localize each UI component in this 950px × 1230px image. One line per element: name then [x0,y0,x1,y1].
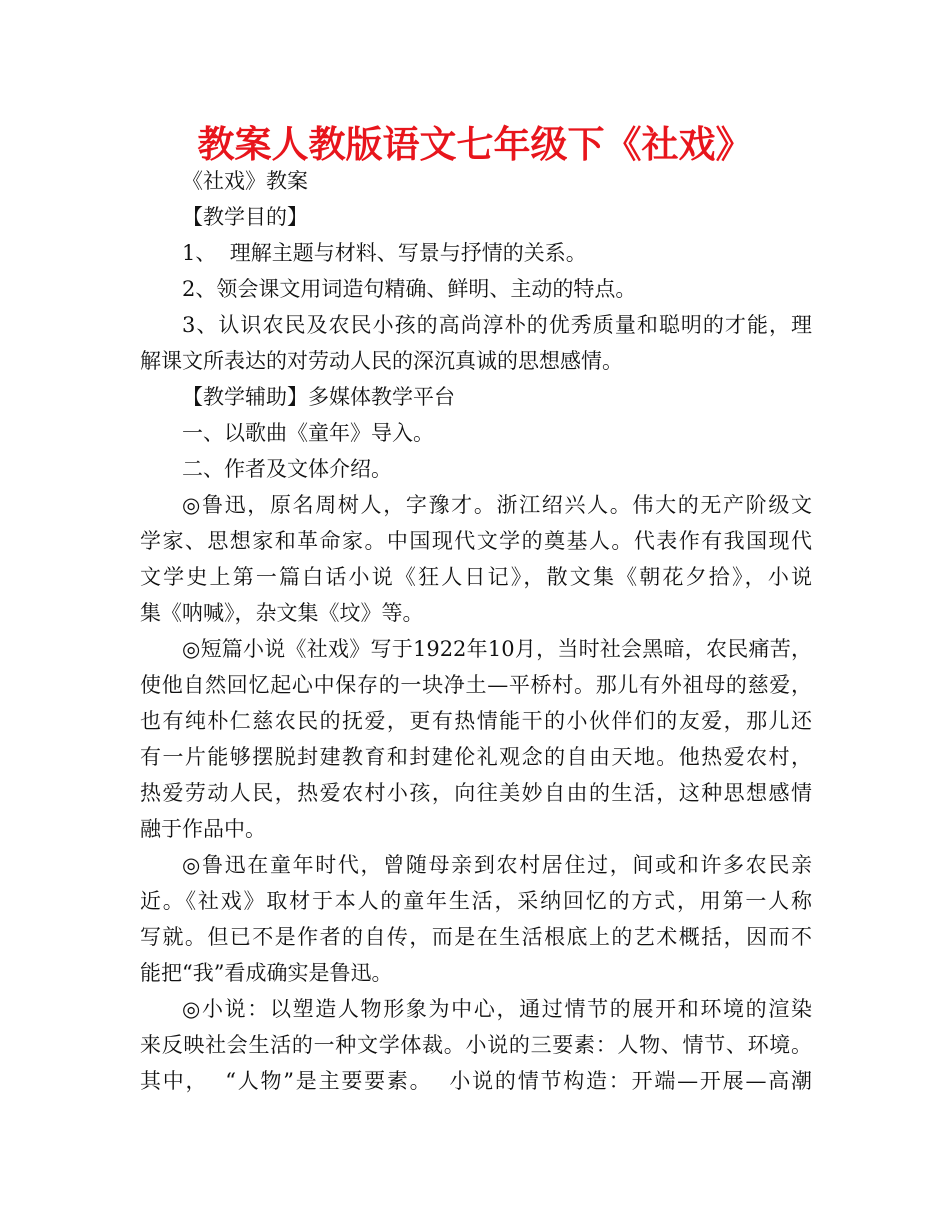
text-line: 能把“我”看成确实是鲁迅。 [140,961,393,985]
text-line: 使他自然回忆起心中保存的一块净土—平桥村。那儿有外祖母的慈爱， [140,673,812,697]
paragraph-childhood [140,847,812,991]
document-body [140,163,812,1099]
text-line: 写就。但已不是作者的自传，而是在生活根底上的艺术概括，因而不 [140,925,812,949]
paragraph-goal-3 [140,307,812,379]
text-line: 3、认识农民及农民小孩的高尚淳朴的优秀质量和聪明的才能，理 [182,313,812,337]
text-line: 【教学辅助】多媒体教学平台 [182,385,455,409]
text-line: 有一片能够摆脱封建教育和封建伦礼观念的自由天地。他热爱农村， [140,745,812,769]
text-line: 《社戏》教案 [182,169,308,193]
text-line: 来反映社会生活的一种文学体裁。小说的三要素：人物、情节、环境。 [140,1033,812,1057]
text-line: 文学史上第一篇白话小说《狂人日记》，散文集《朝花夕拾》，小说 [140,565,812,589]
text-line: ◎鲁迅，原名周树人，字豫才。浙江绍兴人。伟大的无产阶级文 [182,493,812,517]
paragraph-subtitle [140,163,812,199]
paragraph-step-2 [140,451,812,487]
text-line: 近。《社戏》取材于本人的童年生活，采纳回忆的方式，用第一人称 [140,889,812,913]
text-line: 解课文所表达的对劳动人民的深沉真诚的思想感情。 [140,349,623,373]
text-line: ◎小说：以塑造人物形象为中心，通过情节的展开和环境的渲染 [182,997,812,1021]
paragraph-goal-2 [140,271,812,307]
paragraph-background [140,631,812,847]
text-line: 热爱劳动人民，热爱农村小孩，向往美妙自由的生活，这种思想感情 [140,781,812,805]
text-line: 2、领会课文用词造句精确、鲜明、主动的特点。 [182,277,637,301]
text-line: 也有纯朴仁慈农民的抚爱，更有热情能干的小伙伴们的友爱，那儿还 [140,709,812,733]
text-line: 【教学目的】 [182,205,308,229]
paragraph-section-heading [140,199,812,235]
paragraph-author-intro [140,487,812,631]
text-line: 一、以歌曲《童年》导入。 [182,421,434,445]
text-line: ◎鲁迅在童年时代，曾随母亲到农村居住过，间或和许多农民亲 [182,853,812,877]
text-line: 融于作品中。 [140,817,266,841]
text-line: ◎短篇小说《社戏》写于1922年10月，当时社会黑暗，农民痛苦， [182,637,812,661]
text-line: 其中， “人物”是主要要素。 小说的情节构造：开端—开展—高潮 [140,1069,812,1093]
text-line: 集《呐喊》，杂文集《坟》等。 [140,601,424,625]
paragraph-novel-definition [140,991,812,1099]
document-title: 教案人教版语文七年级下《社戏》 [197,123,753,166]
text-line: 二、作者及文体介绍。 [182,457,392,481]
paragraph-step-1 [140,415,812,451]
paragraph-teaching-aid [140,379,812,415]
paragraph-goal-1 [140,235,812,271]
text-line: 学家、思想家和革命家。中国现代文学的奠基人。代表作有我国现代 [140,529,812,553]
text-line: 1、 理解主题与材料、写景与抒情的关系。 [182,241,587,265]
